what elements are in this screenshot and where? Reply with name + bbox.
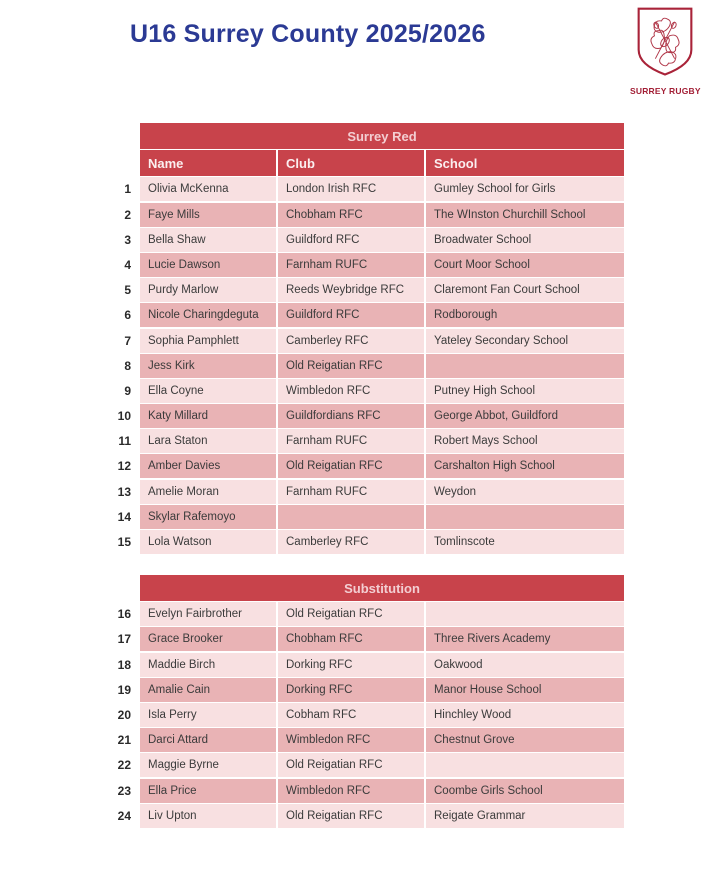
row-number: 19 bbox=[117, 682, 131, 697]
cell-school: Robert Mays School bbox=[426, 429, 624, 453]
row-number: 18 bbox=[117, 657, 131, 672]
cell-club: Reeds Weybridge RFC bbox=[278, 278, 426, 302]
row-number: 21 bbox=[117, 733, 131, 748]
row-number: 1 bbox=[124, 182, 131, 197]
table-banner: Surrey Red bbox=[140, 123, 624, 149]
cell-name: Faye Mills bbox=[140, 203, 278, 227]
cell-school: The WInston Churchill School bbox=[426, 203, 624, 227]
cell-club bbox=[278, 505, 426, 529]
row-number: 5 bbox=[124, 283, 131, 298]
cell-name: Purdy Marlow bbox=[140, 278, 278, 302]
cell-club: Farnham RUFC bbox=[278, 253, 426, 277]
cell-name: Olivia McKenna bbox=[140, 177, 278, 201]
cell-club: Camberley RFC bbox=[278, 329, 426, 353]
cell-name: Liv Upton bbox=[140, 804, 278, 828]
cell-club: Wimbledon RFC bbox=[278, 779, 426, 803]
row-number: 24 bbox=[117, 808, 131, 823]
cell-school: Reigate Grammar bbox=[426, 804, 624, 828]
cell-name: Evelyn Fairbrother bbox=[140, 602, 278, 626]
cell-school: Rodborough bbox=[426, 303, 624, 327]
cell-school: Coombe Girls School bbox=[426, 779, 624, 803]
cell-name: Amelie Moran bbox=[140, 480, 278, 504]
cell-school bbox=[426, 354, 624, 378]
cell-name: Jess Kirk bbox=[140, 354, 278, 378]
cell-club: Dorking RFC bbox=[278, 678, 426, 702]
cell-club: Old Reigatian RFC bbox=[278, 602, 426, 626]
table-substitution bbox=[109, 575, 624, 828]
cell-school: Yateley Secondary School bbox=[426, 329, 624, 353]
row-number: 23 bbox=[117, 783, 131, 798]
row-number: 9 bbox=[124, 383, 131, 398]
cell-name: Bella Shaw bbox=[140, 228, 278, 252]
cell-school: Weydon bbox=[426, 480, 624, 504]
row-number: 20 bbox=[117, 707, 131, 722]
cell-name: Amber Davies bbox=[140, 454, 278, 478]
cell-name: Maggie Byrne bbox=[140, 753, 278, 777]
cell-school: Broadwater School bbox=[426, 228, 624, 252]
cell-club: Farnham RUFC bbox=[278, 429, 426, 453]
surrey-rugby-logo bbox=[630, 6, 700, 96]
cell-club: Old Reigatian RFC bbox=[278, 454, 426, 478]
cell-club: Wimbledon RFC bbox=[278, 728, 426, 752]
cell-name: Sophia Pamphlett bbox=[140, 329, 278, 353]
cell-school bbox=[426, 602, 624, 626]
cell-name: Maddie Birch bbox=[140, 653, 278, 677]
cell-name: Ella Coyne bbox=[140, 379, 278, 403]
cell-school: Chestnut Grove bbox=[426, 728, 624, 752]
cell-club: London Irish RFC bbox=[278, 177, 426, 201]
cell-school: Carshalton High School bbox=[426, 454, 624, 478]
cell-school: Gumley School for Girls bbox=[426, 177, 624, 201]
cell-school bbox=[426, 505, 624, 529]
table-surrey-red bbox=[109, 123, 624, 554]
table-banner: Substitution bbox=[140, 575, 624, 601]
cell-name: Ella Price bbox=[140, 779, 278, 803]
cell-club: Guildford RFC bbox=[278, 228, 426, 252]
banner-spacer bbox=[109, 575, 140, 601]
cell-school: Tomlinscote bbox=[426, 530, 624, 554]
cell-name: Amalie Cain bbox=[140, 678, 278, 702]
cell-name: Grace Brooker bbox=[140, 627, 278, 651]
cell-club: Old Reigatian RFC bbox=[278, 804, 426, 828]
cell-name: Lucie Dawson bbox=[140, 253, 278, 277]
cell-school: Manor House School bbox=[426, 678, 624, 702]
cell-school: Putney High School bbox=[426, 379, 624, 403]
cell-name: Katy Millard bbox=[140, 404, 278, 428]
cell-school: George Abbot, Guildford bbox=[426, 404, 624, 428]
column-header-name: Name bbox=[140, 150, 278, 176]
row-number: 12 bbox=[117, 459, 131, 474]
row-number: 16 bbox=[117, 607, 131, 622]
cell-name: Lola Watson bbox=[140, 530, 278, 554]
cell-club: Camberley RFC bbox=[278, 530, 426, 554]
page-title: U16 Surrey County 2025/2026 bbox=[130, 20, 486, 48]
cell-school: Claremont Fan Court School bbox=[426, 278, 624, 302]
cell-school: Court Moor School bbox=[426, 253, 624, 277]
cell-club: Dorking RFC bbox=[278, 653, 426, 677]
row-number: 8 bbox=[124, 358, 131, 373]
cell-club: Cobham RFC bbox=[278, 703, 426, 727]
row-number: 14 bbox=[117, 509, 131, 524]
cell-name: Nicole Charingdeguta bbox=[140, 303, 278, 327]
row-number: 13 bbox=[117, 484, 131, 499]
cell-school: Three Rivers Academy bbox=[426, 627, 624, 651]
cell-club: Old Reigatian RFC bbox=[278, 354, 426, 378]
row-number: 6 bbox=[124, 308, 131, 323]
cell-name: Isla Perry bbox=[140, 703, 278, 727]
row-number: 15 bbox=[117, 535, 131, 549]
row-number: 4 bbox=[124, 257, 131, 272]
header-spacer bbox=[109, 150, 140, 176]
cell-school: Hinchley Wood bbox=[426, 703, 624, 727]
logo-caption: SURREY RUGBY bbox=[630, 86, 701, 96]
cell-name: Darci Attard bbox=[140, 728, 278, 752]
cell-school: Oakwood bbox=[426, 653, 624, 677]
cell-club: Wimbledon RFC bbox=[278, 379, 426, 403]
row-number: 10 bbox=[117, 409, 131, 424]
banner-spacer bbox=[109, 123, 140, 149]
cell-club: Guildford RFC bbox=[278, 303, 426, 327]
row-number: 7 bbox=[124, 333, 131, 348]
row-number: 17 bbox=[117, 632, 131, 647]
cell-club: Old Reigatian RFC bbox=[278, 753, 426, 777]
row-number: 2 bbox=[124, 207, 131, 222]
cell-club: Farnham RUFC bbox=[278, 480, 426, 504]
row-number: 11 bbox=[118, 434, 131, 449]
cell-school bbox=[426, 753, 624, 777]
shield-crest-icon bbox=[634, 6, 696, 78]
cell-club: Chobham RFC bbox=[278, 627, 426, 651]
cell-name: Skylar Rafemoyo bbox=[140, 505, 278, 529]
row-number: 3 bbox=[124, 232, 131, 247]
cell-club: Chobham RFC bbox=[278, 203, 426, 227]
row-number: 22 bbox=[117, 758, 131, 773]
cell-club: Guildfordians RFC bbox=[278, 404, 426, 428]
column-header-school: School bbox=[426, 150, 624, 176]
column-header-club: Club bbox=[278, 150, 426, 176]
cell-name: Lara Staton bbox=[140, 429, 278, 453]
